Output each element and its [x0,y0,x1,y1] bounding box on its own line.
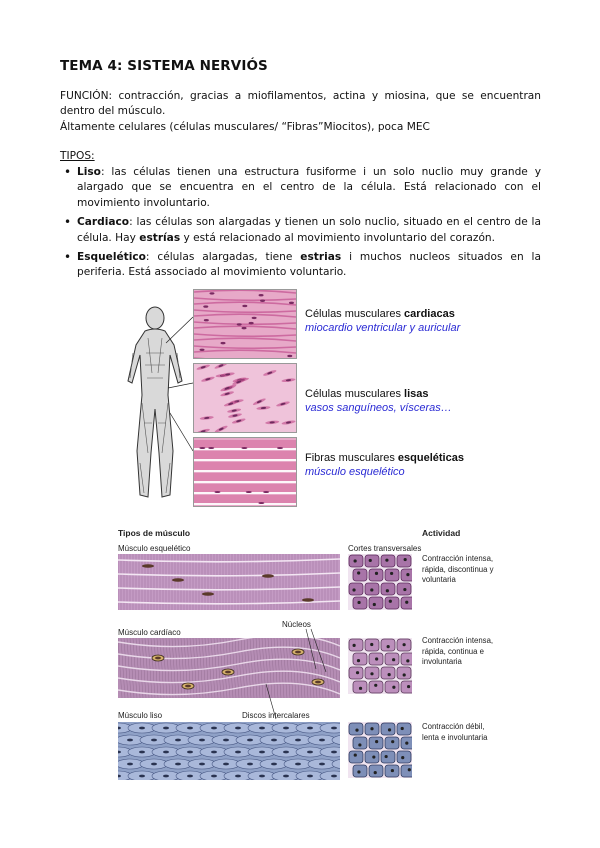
type-name: Esquelético [77,251,146,264]
skeletal-label [305,451,464,479]
cellularity-paragraph: Áltamente celulares (células musculares/ “Fibras”Miocitos), poca MEC [60,121,430,133]
type-description: i muchos nucleos situados en la periferia. Está associado al movimiento voluntario. [77,251,541,279]
type-description: : las células son alargadas y tienen un solo nuclio, situado en el centro de la célula. Hay [77,216,541,244]
list-item-liso [60,165,541,211]
activity-header: Actividad [422,528,461,538]
type-keyword: estrías [139,231,181,244]
label-sub: músculo esquelético [305,466,405,478]
label-strong: lisas [404,388,429,400]
list-item-cardiaco [60,215,541,246]
nuclei-label: Núcleos [282,620,311,629]
label-main: Fibras musculares [305,452,398,464]
cardiac-label [305,307,460,335]
type-keyword: estrias [300,251,342,264]
label-sub: vasos sanguíneos, vísceras… [305,402,452,414]
list-item-esqueletico [60,250,541,281]
type-description: : células alargadas, tiene [145,251,301,264]
pointer-lines [116,524,496,784]
types-heading: TIPOS: [60,150,95,162]
label-sub: miocardio ventricular y auricular [305,322,461,334]
cardiac-cells-micrograph [193,289,297,359]
smooth-label [305,387,452,415]
row-label-skeletal: Músculo esquelético [118,544,191,553]
muscle-cells-figure [118,283,478,513]
type-description: : las células tienen una estructura fusiforme i un solo nuclio muy grande y alargado que se encuentra en el centro de la célula. Está relacionado con el movimiento involuntario. [77,166,541,209]
muscle-types-list [60,165,541,285]
activity-smooth: Contracción débil, lenta e involuntaria [422,722,488,742]
type-name: Cardiaco [77,216,130,229]
types-header: Tipos de músculo [118,528,191,538]
anatomy-figure-illustration [118,283,193,513]
row-label-smooth: Músculo liso [118,711,163,720]
row-label-cardiac: Músculo cardíaco [118,628,181,637]
intercalated-discs-label: Discos intercalares [242,711,310,720]
activity-cardiac: Contracción intensa, rápida, continua e involuntaria [422,636,494,666]
skeletal-fibers-micrograph [193,437,297,507]
label-strong: cardiacas [404,308,455,320]
muscle-types-diagram [116,524,496,784]
label-main: Células musculares [305,388,405,400]
label-main: Células musculares [305,308,405,320]
smooth-cells-micrograph [193,363,297,433]
label-strong: esqueléticas [397,452,464,464]
activity-skeletal: Contracción intensa, rápida, discontinua y voluntaria [422,554,494,584]
page-title: TEMA 4: SISTEMA NERVIÓS [60,58,268,74]
function-paragraph: FUNCIÓN: contracción, gracias a miofilamentos, actina y miosina, que se encuentran dentro del músculo. [60,90,541,118]
type-description: y está relacionado al movimiento involuntario del corazón. [180,231,496,244]
type-name: Liso [77,166,101,178]
cross-sections-label: Cortes transversales [348,544,422,553]
